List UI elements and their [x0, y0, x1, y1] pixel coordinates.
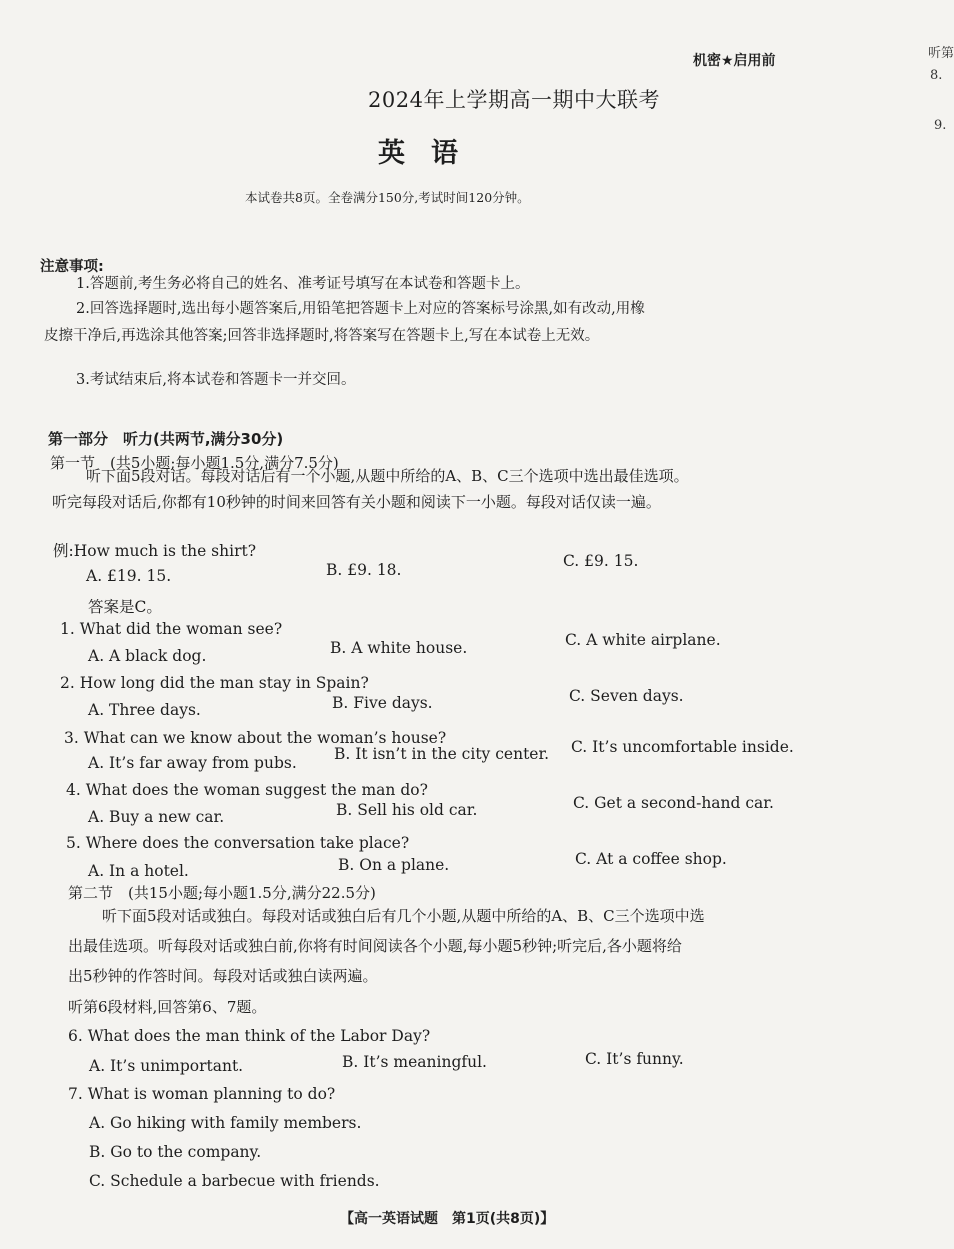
q4-option-c: C. Get a second-hand car.: [573, 794, 774, 812]
question-3: 3. What can we know about the woman’s house?: [64, 729, 447, 747]
note-item-1: 1.答题前,考生务必将自己的姓名、准考证号填写在本试卷和答题卡上。: [76, 276, 530, 292]
section2-instruction-line1: 听下面5段对话或独白。每段对话或独白后有几个小题,从题中所给的A、B、C三个选项中选: [102, 907, 705, 925]
q7-option-c: C. Schedule a barbecue with friends.: [89, 1172, 380, 1190]
q6-option-c: C. It’s funny.: [585, 1050, 684, 1068]
q5-option-a: A. In a hotel.: [88, 862, 189, 880]
q7-option-b: B. Go to the company.: [89, 1143, 262, 1161]
q3-option-b: B. It isn’t in the city center.: [334, 745, 550, 763]
q4-option-b: B. Sell his old car.: [336, 801, 478, 819]
q3-option-c: C. It’s uncomfortable inside.: [571, 738, 794, 756]
example-answer: 答案是C。: [88, 598, 162, 616]
confidential-label: 机密★启用前: [693, 53, 776, 69]
margin-fragment-top: 听第: [928, 46, 954, 61]
exam-title: 2024年上学期高一期中大联考: [368, 88, 660, 112]
section1-title: 第一节 (共5小题;每小题1.5分,满分7.5分): [50, 454, 339, 472]
q2-option-b: B. Five days.: [332, 694, 433, 712]
section1-instruction-line1: 听下面5段对话。每段对话后有一个小题,从题中所给的A、B、C三个选项中选出最佳选项。: [86, 467, 689, 485]
page-footer: 【高一英语试题 第1页(共8页)】: [340, 1211, 555, 1227]
section2-title: 第二节 (共15小题;每小题1.5分,满分22.5分): [68, 884, 376, 902]
note-item-2-line2: 皮擦干净后,再选涂其他答案;回答非选择题时,将答案写在答题卡上,写在本试卷上无效。: [44, 328, 600, 344]
example-option-c: C. £9. 15.: [563, 552, 639, 570]
subject-title: 英语: [378, 138, 484, 169]
q2-option-c: C. Seven days.: [569, 687, 684, 705]
example-question: 例:How much is the shirt?: [53, 542, 257, 560]
margin-fragment-9: 9.: [934, 118, 947, 133]
q6-option-b: B. It’s meaningful.: [342, 1053, 487, 1071]
margin-fragment-8: 8.: [930, 68, 943, 83]
section2-instruction-line2: 出最佳选项。听每段对话或独白前,你将有时间阅读各个小题,每小题5秒钟;听完后,各小题将给: [68, 937, 682, 955]
notes-heading: 注意事项:: [40, 259, 104, 275]
q6-option-a: A. It’s unimportant.: [89, 1057, 244, 1075]
q4-option-a: A. Buy a new car.: [88, 808, 225, 826]
material-6-label: 听第6段材料,回答第6、7题。: [68, 998, 267, 1016]
question-2: 2. How long did the man stay in Spain?: [60, 674, 369, 692]
q1-option-c: C. A white airplane.: [565, 631, 721, 649]
question-5: 5. Where does the conversation take place?: [66, 834, 410, 852]
example-option-b: B. £9. 18.: [326, 561, 402, 579]
part1-title: 第一部分 听力(共两节,满分30分): [48, 430, 284, 448]
exam-meta: 本试卷共8页。全卷满分150分,考试时间120分钟。: [245, 190, 530, 205]
q2-option-a: A. Three days.: [88, 701, 201, 719]
question-6: 6. What does the man think of the Labor Day?: [68, 1027, 431, 1045]
note-item-3: 3.考试结束后,将本试卷和答题卡一并交回。: [76, 372, 356, 388]
q1-option-b: B. A white house.: [330, 639, 468, 657]
q7-option-a: A. Go hiking with family members.: [89, 1114, 362, 1132]
section2-instruction-line3: 出5秒钟的作答时间。每段对话或独白读两遍。: [68, 967, 378, 985]
q5-option-b: B. On a plane.: [338, 856, 450, 874]
example-option-a: A. £19. 15.: [86, 567, 172, 585]
section1-instruction-line2: 听完每段对话后,你都有10秒钟的时间来回答有关小题和阅读下一小题。每段对话仅读一遍。: [52, 493, 661, 511]
q1-option-a: A. A black dog.: [88, 647, 207, 665]
question-4: 4. What does the woman suggest the man do?: [66, 781, 428, 799]
question-1: 1. What did the woman see?: [60, 620, 283, 638]
q5-option-c: C. At a coffee shop.: [575, 850, 727, 868]
note-item-2-line1: 2.回答选择题时,选出每小题答案后,用铅笔把答题卡上对应的答案标号涂黑,如有改动,用橡: [76, 301, 645, 317]
q3-option-a: A. It’s far away from pubs.: [88, 754, 297, 772]
question-7: 7. What is woman planning to do?: [68, 1085, 336, 1103]
